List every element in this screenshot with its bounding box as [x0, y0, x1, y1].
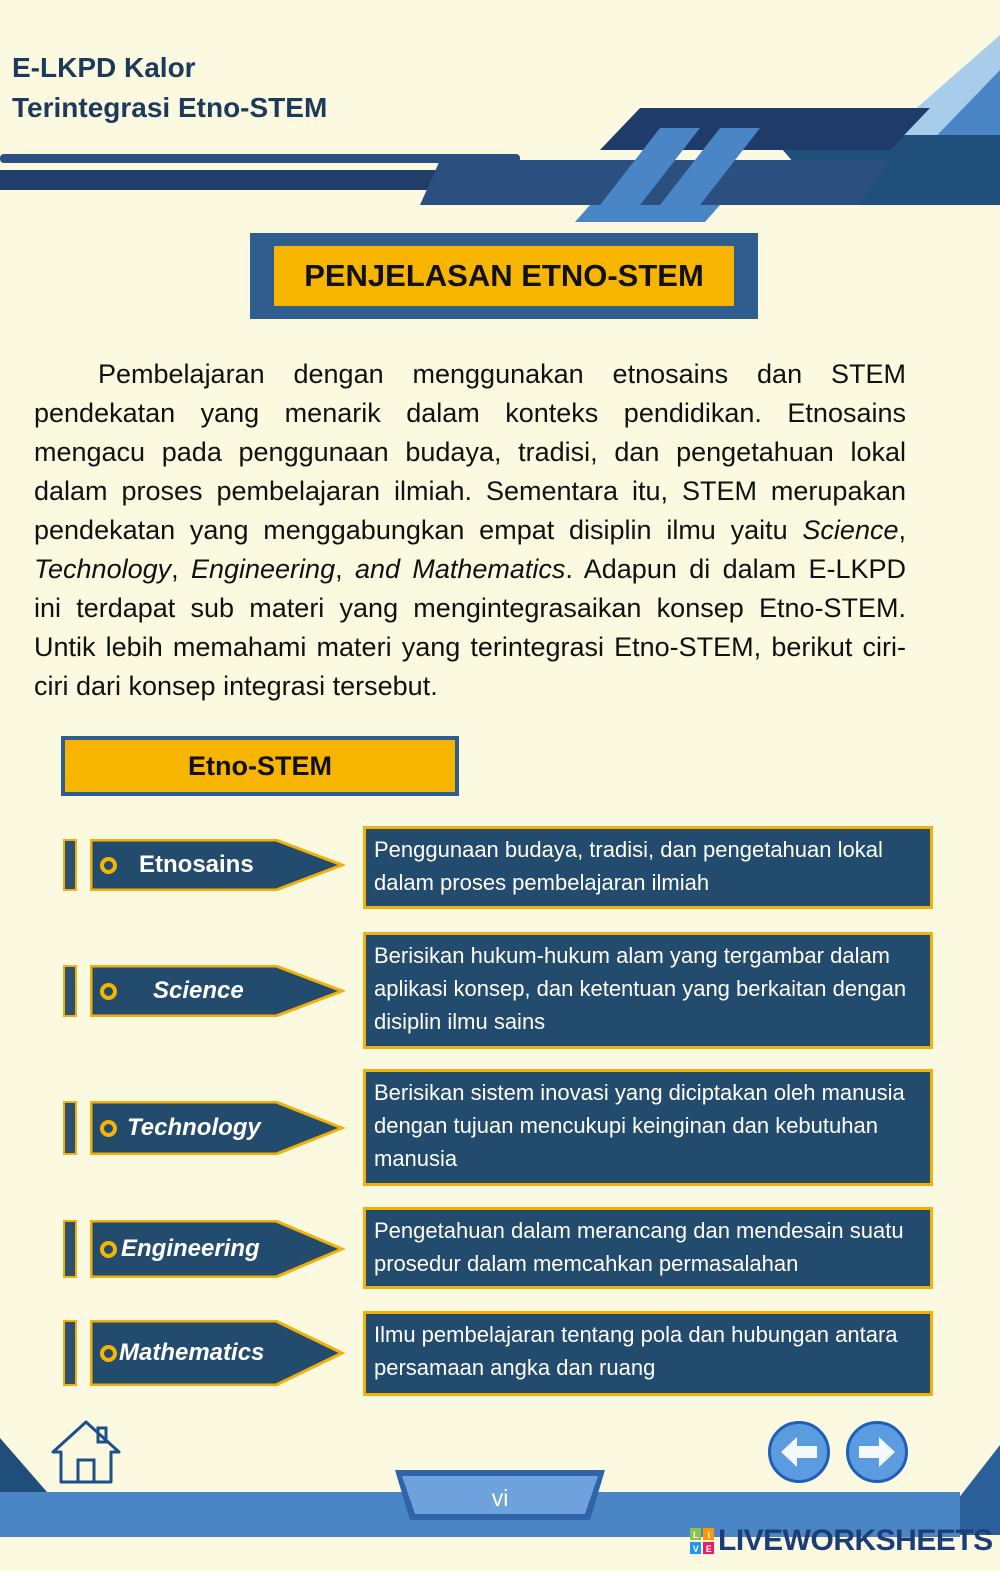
item-description: Ilmu pembelajaran tentang pola dan hubungan antara persamaan angka dan ruang — [363, 1311, 933, 1396]
liveworksheets-brand[interactable] — [690, 1524, 993, 1558]
bullet-icon — [100, 1241, 117, 1258]
item-label: Science — [153, 977, 244, 1004]
item-label: Technology — [127, 1114, 261, 1141]
document-title — [12, 48, 327, 128]
next-button[interactable] — [846, 1421, 908, 1483]
page-number: vi — [491, 1484, 509, 1511]
item-label: Etnosains — [139, 851, 254, 878]
arrow-label — [100, 965, 336, 1017]
arrow-label — [100, 1320, 336, 1386]
arrow-label — [100, 839, 336, 891]
bullet-icon — [100, 1120, 117, 1137]
item-description: Pengetahuan dalam merancang dan mendesain suatu prosedur dalam memcahkan permasalahan — [363, 1207, 933, 1289]
svg-text:E: E — [705, 1544, 712, 1554]
item-description: Penggunaan budaya, tradisi, dan pengetahuan lokal dalam proses pembelajaran ilmiah — [363, 826, 933, 909]
intro-mathematics: and Mathematics — [354, 554, 566, 584]
row-bar — [63, 839, 77, 891]
etno-stem-label: Etno-STEM — [61, 736, 459, 796]
svg-text:L: L — [693, 1530, 698, 1540]
section-title-box — [250, 233, 758, 319]
row-bar — [63, 1101, 77, 1155]
svg-text:I: I — [707, 1530, 710, 1540]
arrow-label — [100, 1220, 336, 1278]
intro-comma: , — [898, 515, 906, 545]
item-description: Berisikan hukum-hukum alam yang tergambar dalam aplikasi konsep, dan ketentuan yang berkaitan dengan disiplin ilmu sains — [363, 932, 933, 1049]
bullet-icon — [100, 983, 117, 1000]
intro-text-1: Pembelajaran dengan menggunakan etnosains dan STEM pendekatan yang menarik dalam konteks pendidikan. Etnosains mengacu pada penggunaan budaya, tradisi, dan pengetahuan lokal dalam proses pembelajaran ilmiah. Sementara itu, STEM merupakan pendekatan yang menggabungkan empat disiplin ilmu yaitu — [34, 359, 906, 545]
back-button[interactable] — [768, 1421, 830, 1483]
intro-technology: Technology — [34, 554, 172, 584]
brand-text: LIVEWORKSHEETS — [718, 1524, 993, 1557]
intro-text-2: . Adapun di dalam E-LKPD ini terdapat sub materi yang mengintegrasaikan konsep Etno-STEM. Untik lebih memahami materi yang terintegrasi Etno-STEM, berikut ciri-ciri dari konsep integrasi tersebut. — [34, 554, 906, 701]
item-description: Berisikan sistem inovasi yang diciptakan oleh manusia dengan tujuan mencukupi keinginan dan kebutuhan manusia — [363, 1069, 933, 1186]
row-bar — [63, 1220, 77, 1278]
liveworksheets-logo-icon — [690, 1528, 714, 1554]
title-line-2: Terintegrasi Etno-STEM — [12, 92, 328, 123]
item-label: Mathematics — [119, 1339, 265, 1366]
bullet-icon — [100, 857, 117, 874]
bullet-icon — [100, 1345, 117, 1362]
intro-comma: , — [335, 554, 355, 584]
intro-science: Science — [802, 515, 899, 545]
intro-comma: , — [171, 554, 191, 584]
home-icon[interactable] — [50, 1418, 122, 1486]
section-title: PENJELASAN ETNO-STEM — [274, 246, 734, 306]
arrow-label — [100, 1101, 336, 1155]
intro-paragraph — [34, 355, 906, 706]
intro-engineering: Engineering — [190, 554, 336, 584]
row-bar — [63, 1320, 77, 1386]
arrow-left-icon — [779, 1435, 819, 1469]
item-label: Engineering — [121, 1235, 260, 1262]
arrow-right-icon — [857, 1435, 897, 1469]
row-bar — [63, 965, 77, 1017]
title-line-1: E-LKPD Kalor — [12, 52, 196, 83]
svg-text:V: V — [692, 1544, 699, 1554]
